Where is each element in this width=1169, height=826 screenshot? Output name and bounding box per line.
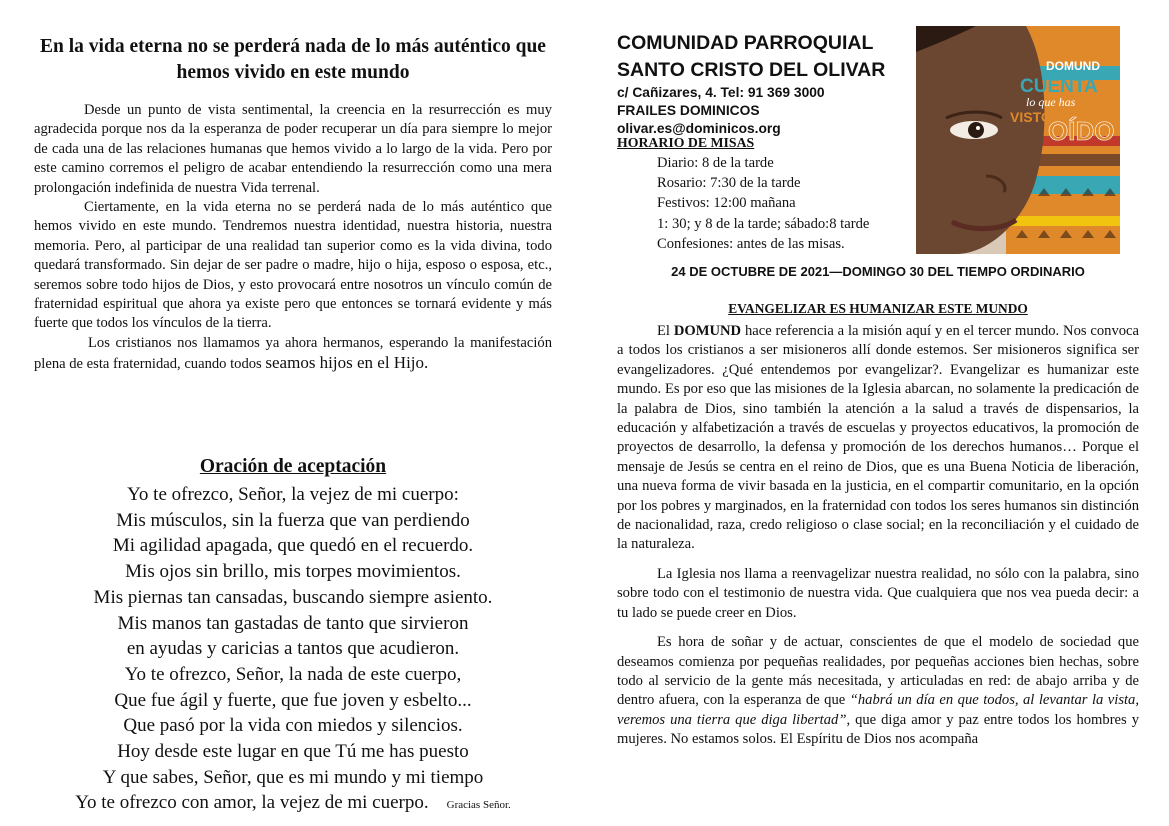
prayer-text [34,482,552,819]
prayer-line: Yo te ofrezco con amor, la vejez de mi cuerpo. [75,792,429,814]
gracias-note: Gracias Señor. [446,799,511,812]
poster-oido: OÍDO [1048,116,1115,146]
left-paragraph-2: Ciertamente, en la vida eterna no se perderá nada de lo más auténtico que hemos vivido en este mundo. Tendremos nuestra identidad, nuestra historia, nuestra memoria. Pero, al participar de una realidad tan superior como es la vida divina, todo quedará transformado. Sin dejar de ser padre o madre, hijo o hija, esposo o esposa, etc., seremos sobre todo hijos de Dios, y esto provocará entre nosotros un vínculo común de fraternidad espiritual que ahora ya existe pero que entonces se tornará evidente y más fuerte que todos los vínculos de la tierra. [34,199,552,332]
domund-poster [916,26,1120,254]
poster-lo-que-has: lo que has [1026,95,1076,109]
left-paragraph-3-a: Los cristianos nos llamamos ya ahora hermanos, esperando la manifestación plena de esta fraternidad, cuando todos [34,334,552,373]
prayer-line: Mis músculos, sin la fuerza que van perdiendo [116,509,470,531]
horario-line: Diario: 8 de la tarde [657,155,774,171]
horario-line: Confesiones: antes de las misas. [657,235,845,252]
horario-line: Rosario: 7:30 de la tarde [657,175,801,192]
prayer-line: Que pasó por la vida con miedos y silencios. [123,715,463,737]
left-body [34,101,552,375]
left-paragraph-3 [34,334,552,375]
parish-name-line-1: COMUNIDAD PARROQUIAL [617,32,874,54]
prayer-line: Hoy desde este lugar en que Tú me has puesto [117,741,469,763]
prayer-line: Mis piernas tan cansadas, buscando siempre asiento. [93,586,493,608]
article-paragraph-3 [617,633,1139,749]
poster-cuenta: CUENTA [1020,76,1098,97]
poster-visto: VISTO y [1010,109,1064,125]
article-paragraph-1 [617,322,1139,555]
parish-email: olivar.es@dominicos.org [617,121,781,136]
date-line: 24 DE OCTUBRE DE 2021—DOMINGO 30 DEL TIEMPO ORDINARIO [671,264,1085,279]
prayer-line: Yo te ofrezco, Señor, la nada de este cuerpo, [124,663,462,685]
parish-address: c/ Cañizares, 4. Tel: 91 369 3000 [617,85,825,100]
left-heading: En la vida eterna no se perderá nada de lo más auténtico que hemos vivido en este mundo [40,36,546,83]
prayer-line: en ayudas y caricias a tantos que acudieron. [126,638,460,660]
horario-line: 1: 30; y 8 de la tarde; sábado:8 tarde [657,215,870,232]
prayer-title: Oración de aceptación [199,456,387,477]
prayer-line: Yo te ofrezco, Señor, la vejez de mi cuerpo: [127,484,459,505]
left-paragraph-3-b: seamos hijos en el Hijo. [265,353,429,373]
parish-name-line-2: SANTO CRISTO DEL OLIVAR [617,59,886,81]
article-p3-start: Es hora de soñar y de actuar, conscientes de que el modelo de sociedad que deseamos comienza por pequeñas realidades, por pequeñas acciones bien hechas, sobre todo al servicio de la gente más necesitada, y articuladas en red: de abajo arriba y de dentro afuera, con la esperanza de que [617,634,1139,709]
parish-frailes: FRAILES DOMINICOS [617,103,760,118]
domund-poster-image [916,26,1120,254]
article-paragraph-2: La Iglesia nos llama a reenvagelizar nuestra realidad, no sólo con la palabra, sino sobre todo con el testimonio de nuestra vida. Que cualquiera que nos vea pueda decir: a tu lado se puede creer en Dios. [617,565,1139,621]
article-body [617,322,1139,760]
horario-title: HORARIO DE MISAS [617,135,755,150]
article-p1-bold: DOMUND [673,323,742,339]
prayer-last-line [34,790,552,819]
article-p1-start: El [657,323,674,339]
prayer-line: Y que sabes, Señor, que es mi mundo y mi tiempo [102,766,484,788]
poster-domund: DOMUND [1046,59,1100,73]
left-paragraph-1: Desde un punto de vista sentimental, la creencia en la resurrección es muy agradecida porque nos da la esperanza de poder recuperar un día para siempre lo mejor de cada una de las relaciones humanas que hemos vivido a lo largo de la vida. Pero por este camino corremos el peligro de acabar entendiendo la resurrección como una mera prolongación indefinida de nuestra Vida terrenal. [34,102,552,196]
article-p3-rest: , que diga amor y paz entre todos los hombres y mujeres. No estamos solos. El Espíritu de Dios nos acompaña [617,711,1139,748]
article-p1-rest: hace referencia a la misión aquí y en el tercer mundo. Nos convoca a todos los cristianos a ser misioneros allí donde estemos. Ser misioneros significa ser evangelizadores. ¿Qué entendemos por evangelizar?. Evangelizar es humanizar este mundo. Es por eso que las misiones de la Iglesia abarcan, no solamente la predicación de la palabra de Dios, sino también la atención a la salud a través de dispensarios, la educación y alfabetización a través de escuelas y proyectos educativos, la promoción de proyectos de desarrollo, la defensa y promoción de los derechos humanos… Porque el mensaje de Jesús se centra en el reino de Dios, que es una Buena Noticia de liberación, una nueva forma de vivir basada en la justicia, en el compartir comunitario, en la opción por los pobres y marginados, en la fraternidad con todos los seres humanos sin distinción de nacionalidad, raza, credo religioso o clase social; en la reconciliación y el cuidado de la naturaleza. [617,323,1139,553]
horario-list [657,153,869,254]
prayer-line: Mis ojos sin brillo, mis torpes movimientos. [125,561,461,583]
article-title: EVANGELIZAR ES HUMANIZAR ESTE MUNDO [728,301,1028,316]
article-p3-quote: “habrá un día en que todos, al levantar la vista, veremos una tierra que diga libertad” [617,692,1140,728]
prayer-line: Mi agilidad apagada, que quedó en el recuerdo. [112,535,474,557]
prayer-line: Que fue ágil y fuerte, que fue joven y esbelto... [114,689,472,711]
parish-header [617,30,917,138]
horario-line: Festivos: 12:00 mañana [657,195,796,212]
prayer-line: Mis manos tan gastadas de tanto que sirvieron [117,612,469,634]
